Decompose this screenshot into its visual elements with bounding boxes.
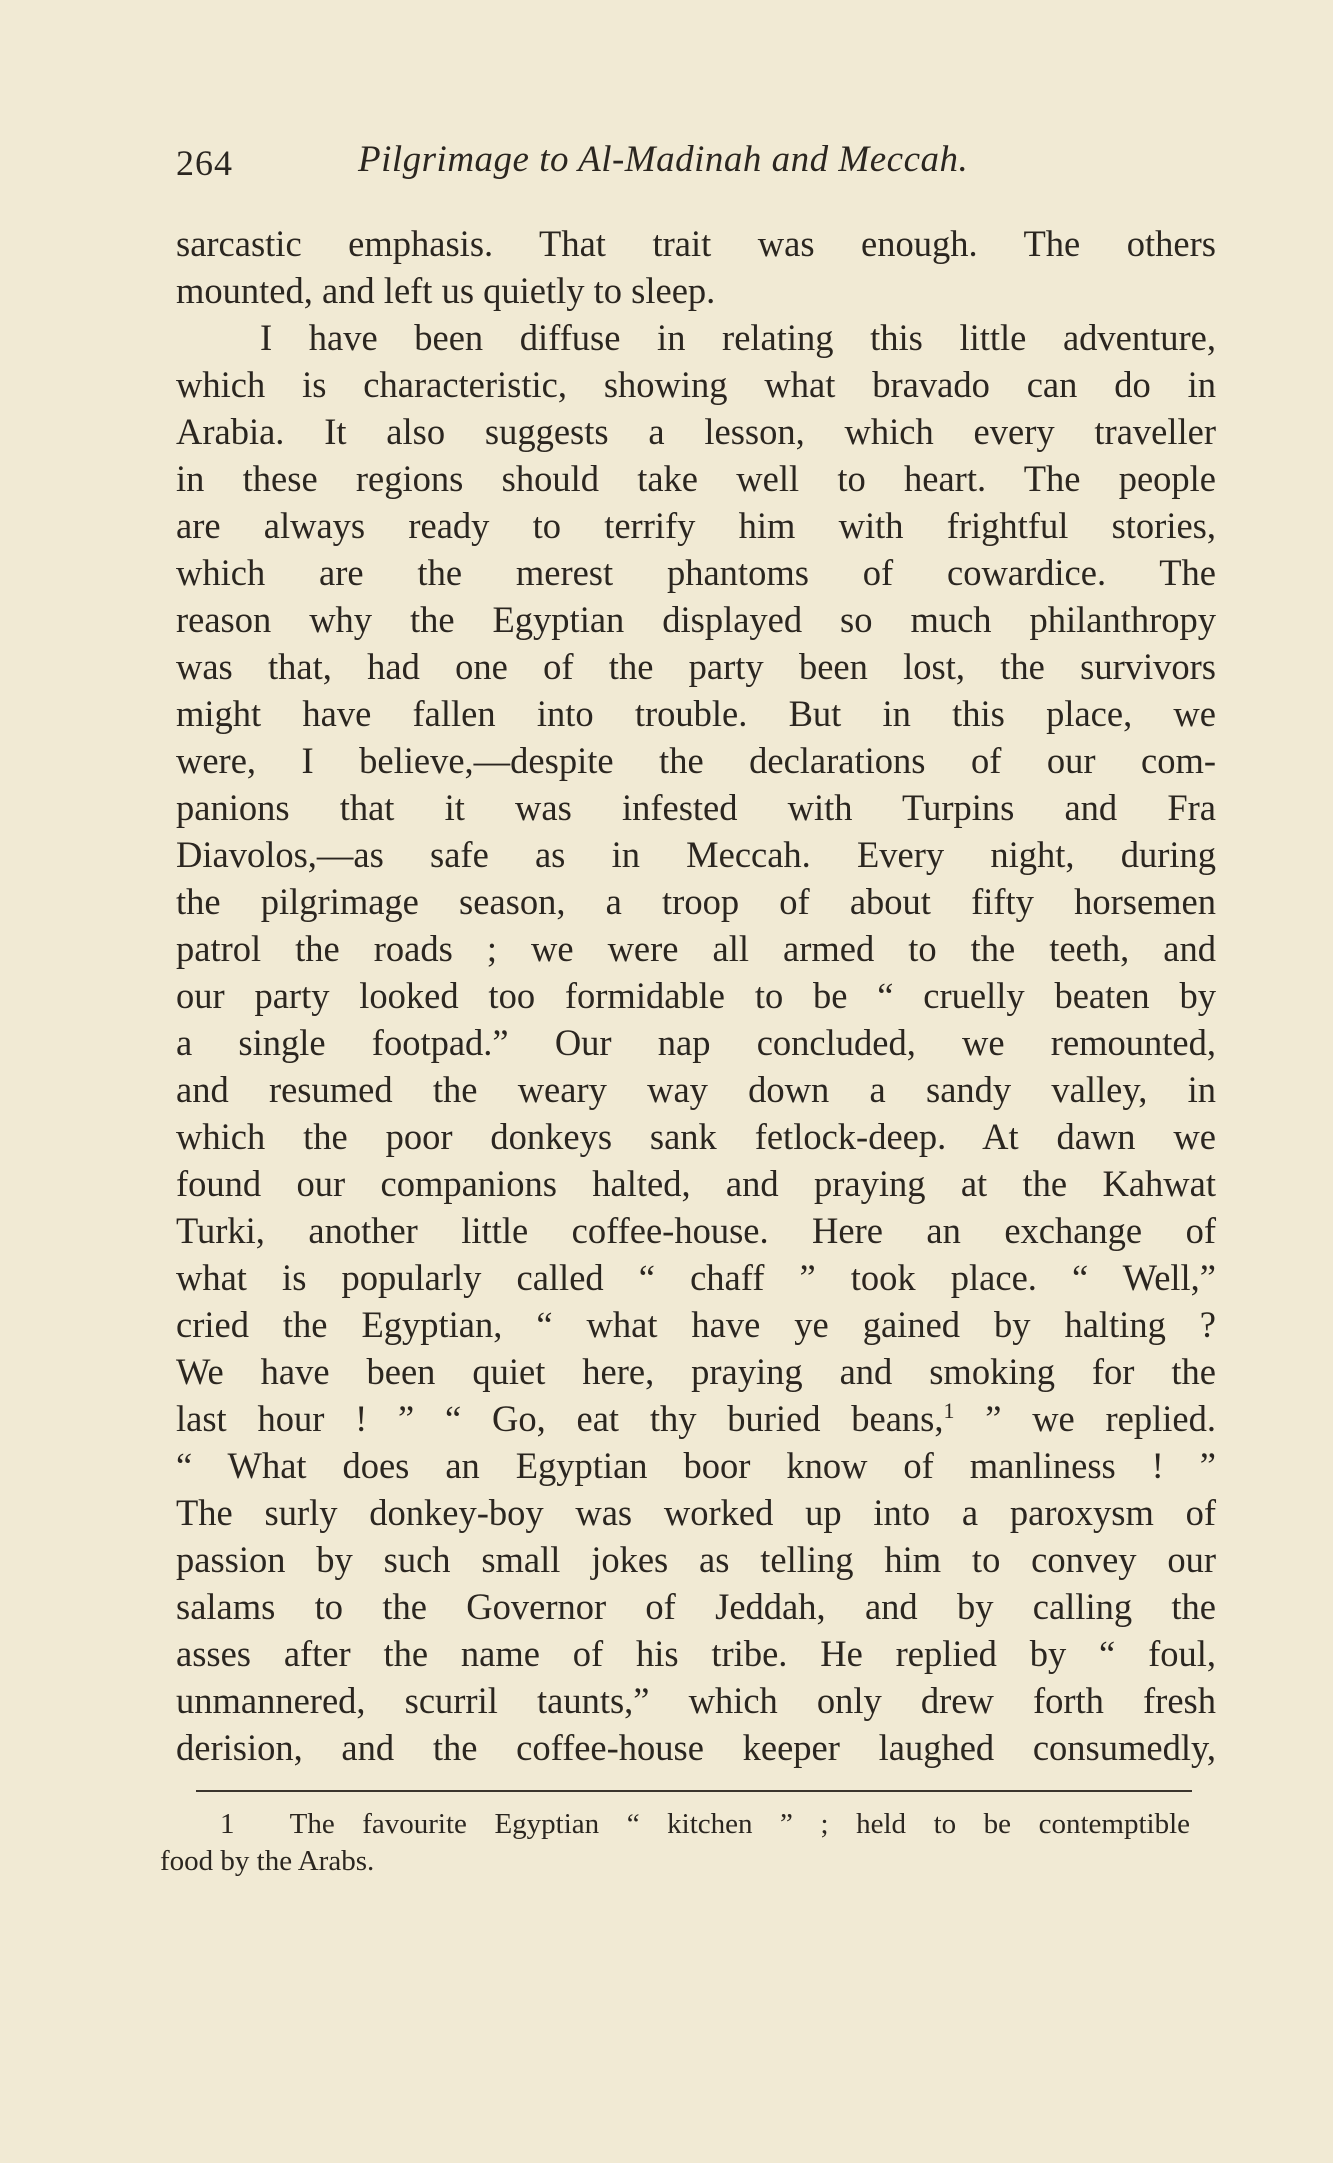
text-line: might have fallen into trouble. But in this place, we bbox=[176, 693, 1216, 734]
text-line: sarcastic emphasis. That trait was enough. The others bbox=[176, 223, 1216, 264]
text-fragment: ” we replied. bbox=[954, 1398, 1216, 1439]
text-line: Turki, another little coffee-house. Here an exchange of bbox=[176, 1210, 1216, 1251]
footnote-line: food by the Arabs. bbox=[160, 1845, 375, 1877]
text-line: derision, and the coffee-house keeper laughed consumedly, bbox=[176, 1727, 1216, 1768]
text-line: mounted, and left us quietly to sleep. bbox=[176, 270, 716, 311]
text-line: our party looked too formidable to be “ cruelly beaten by bbox=[176, 975, 1216, 1016]
body-text bbox=[176, 220, 1216, 1771]
footnote bbox=[160, 1806, 1190, 1880]
footnote-divider bbox=[196, 1790, 1192, 1792]
text-line: I have been diffuse in relating this little adventure, bbox=[260, 317, 1216, 358]
text-line: the pilgrimage season, a troop of about fifty horsemen bbox=[176, 881, 1216, 922]
page-number: 264 bbox=[176, 143, 233, 183]
text-line: patrol the roads ; we were all armed to the teeth, and bbox=[176, 928, 1216, 969]
text-line: and resumed the weary way down a sandy valley, in bbox=[176, 1069, 1216, 1110]
text-line: We have been quiet here, praying and smoking for the bbox=[176, 1351, 1216, 1392]
text-line: reason why the Egyptian displayed so much philanthropy bbox=[176, 599, 1216, 640]
text-fragment: last hour ! ” “ Go, eat thy buried beans, bbox=[176, 1398, 944, 1439]
text-line: salams to the Governor of Jeddah, and by calling the bbox=[176, 1586, 1216, 1627]
text-line: which the poor donkeys sank fetlock-deep. At dawn we bbox=[176, 1116, 1216, 1157]
text-line: which are the merest phantoms of cowardice. The bbox=[176, 552, 1216, 593]
text-line: in these regions should take well to heart. The people bbox=[176, 458, 1216, 499]
text-line: which is characteristic, showing what bravado can do in bbox=[176, 364, 1216, 405]
text-line: was that, had one of the party been lost, the survivors bbox=[176, 646, 1216, 687]
footnote-reference: 1 bbox=[943, 1397, 955, 1423]
text-line: passion by such small jokes as telling him to convey our bbox=[176, 1539, 1216, 1580]
text-line: a single footpad.” Our nap concluded, we remounted, bbox=[176, 1022, 1216, 1063]
text-line: “ What does an Egyptian boor know of manliness ! ” bbox=[176, 1445, 1216, 1486]
text-line: Diavolos,—as safe as in Meccah. Every night, during bbox=[176, 834, 1216, 875]
page-header bbox=[176, 138, 1176, 188]
footnote-line bbox=[160, 1806, 1190, 1843]
text-line-with-footnote bbox=[176, 1395, 1216, 1442]
text-line: The surly donkey-boy was worked up into a paroxysm of bbox=[176, 1492, 1216, 1533]
text-line: are always ready to terrify him with frightful stories, bbox=[176, 505, 1216, 546]
text-line: panions that it was infested with Turpins and Fra bbox=[176, 787, 1216, 828]
text-line: unmannered, scurril taunts,” which only drew forth fresh bbox=[176, 1680, 1216, 1721]
footnote-number: 1 bbox=[220, 1808, 235, 1840]
text-line: found our companions halted, and praying at the Kahwat bbox=[176, 1163, 1216, 1204]
text-line: were, I believe,—despite the declarations of our com- bbox=[176, 740, 1216, 781]
footnote-text: The favourite Egyptian “ kitchen ” ; held to be contemptible bbox=[289, 1808, 1191, 1840]
text-line: asses after the name of his tribe. He replied by “ foul, bbox=[176, 1633, 1216, 1674]
text-line: what is popularly called “ chaff ” took place. “ Well,” bbox=[176, 1257, 1216, 1298]
text-line: cried the Egyptian, “ what have ye gained by halting ? bbox=[176, 1304, 1216, 1345]
text-line: Arabia. It also suggests a lesson, which every traveller bbox=[176, 411, 1216, 452]
running-title: Pilgrimage to Al-Madinah and Meccah. bbox=[358, 139, 969, 180]
